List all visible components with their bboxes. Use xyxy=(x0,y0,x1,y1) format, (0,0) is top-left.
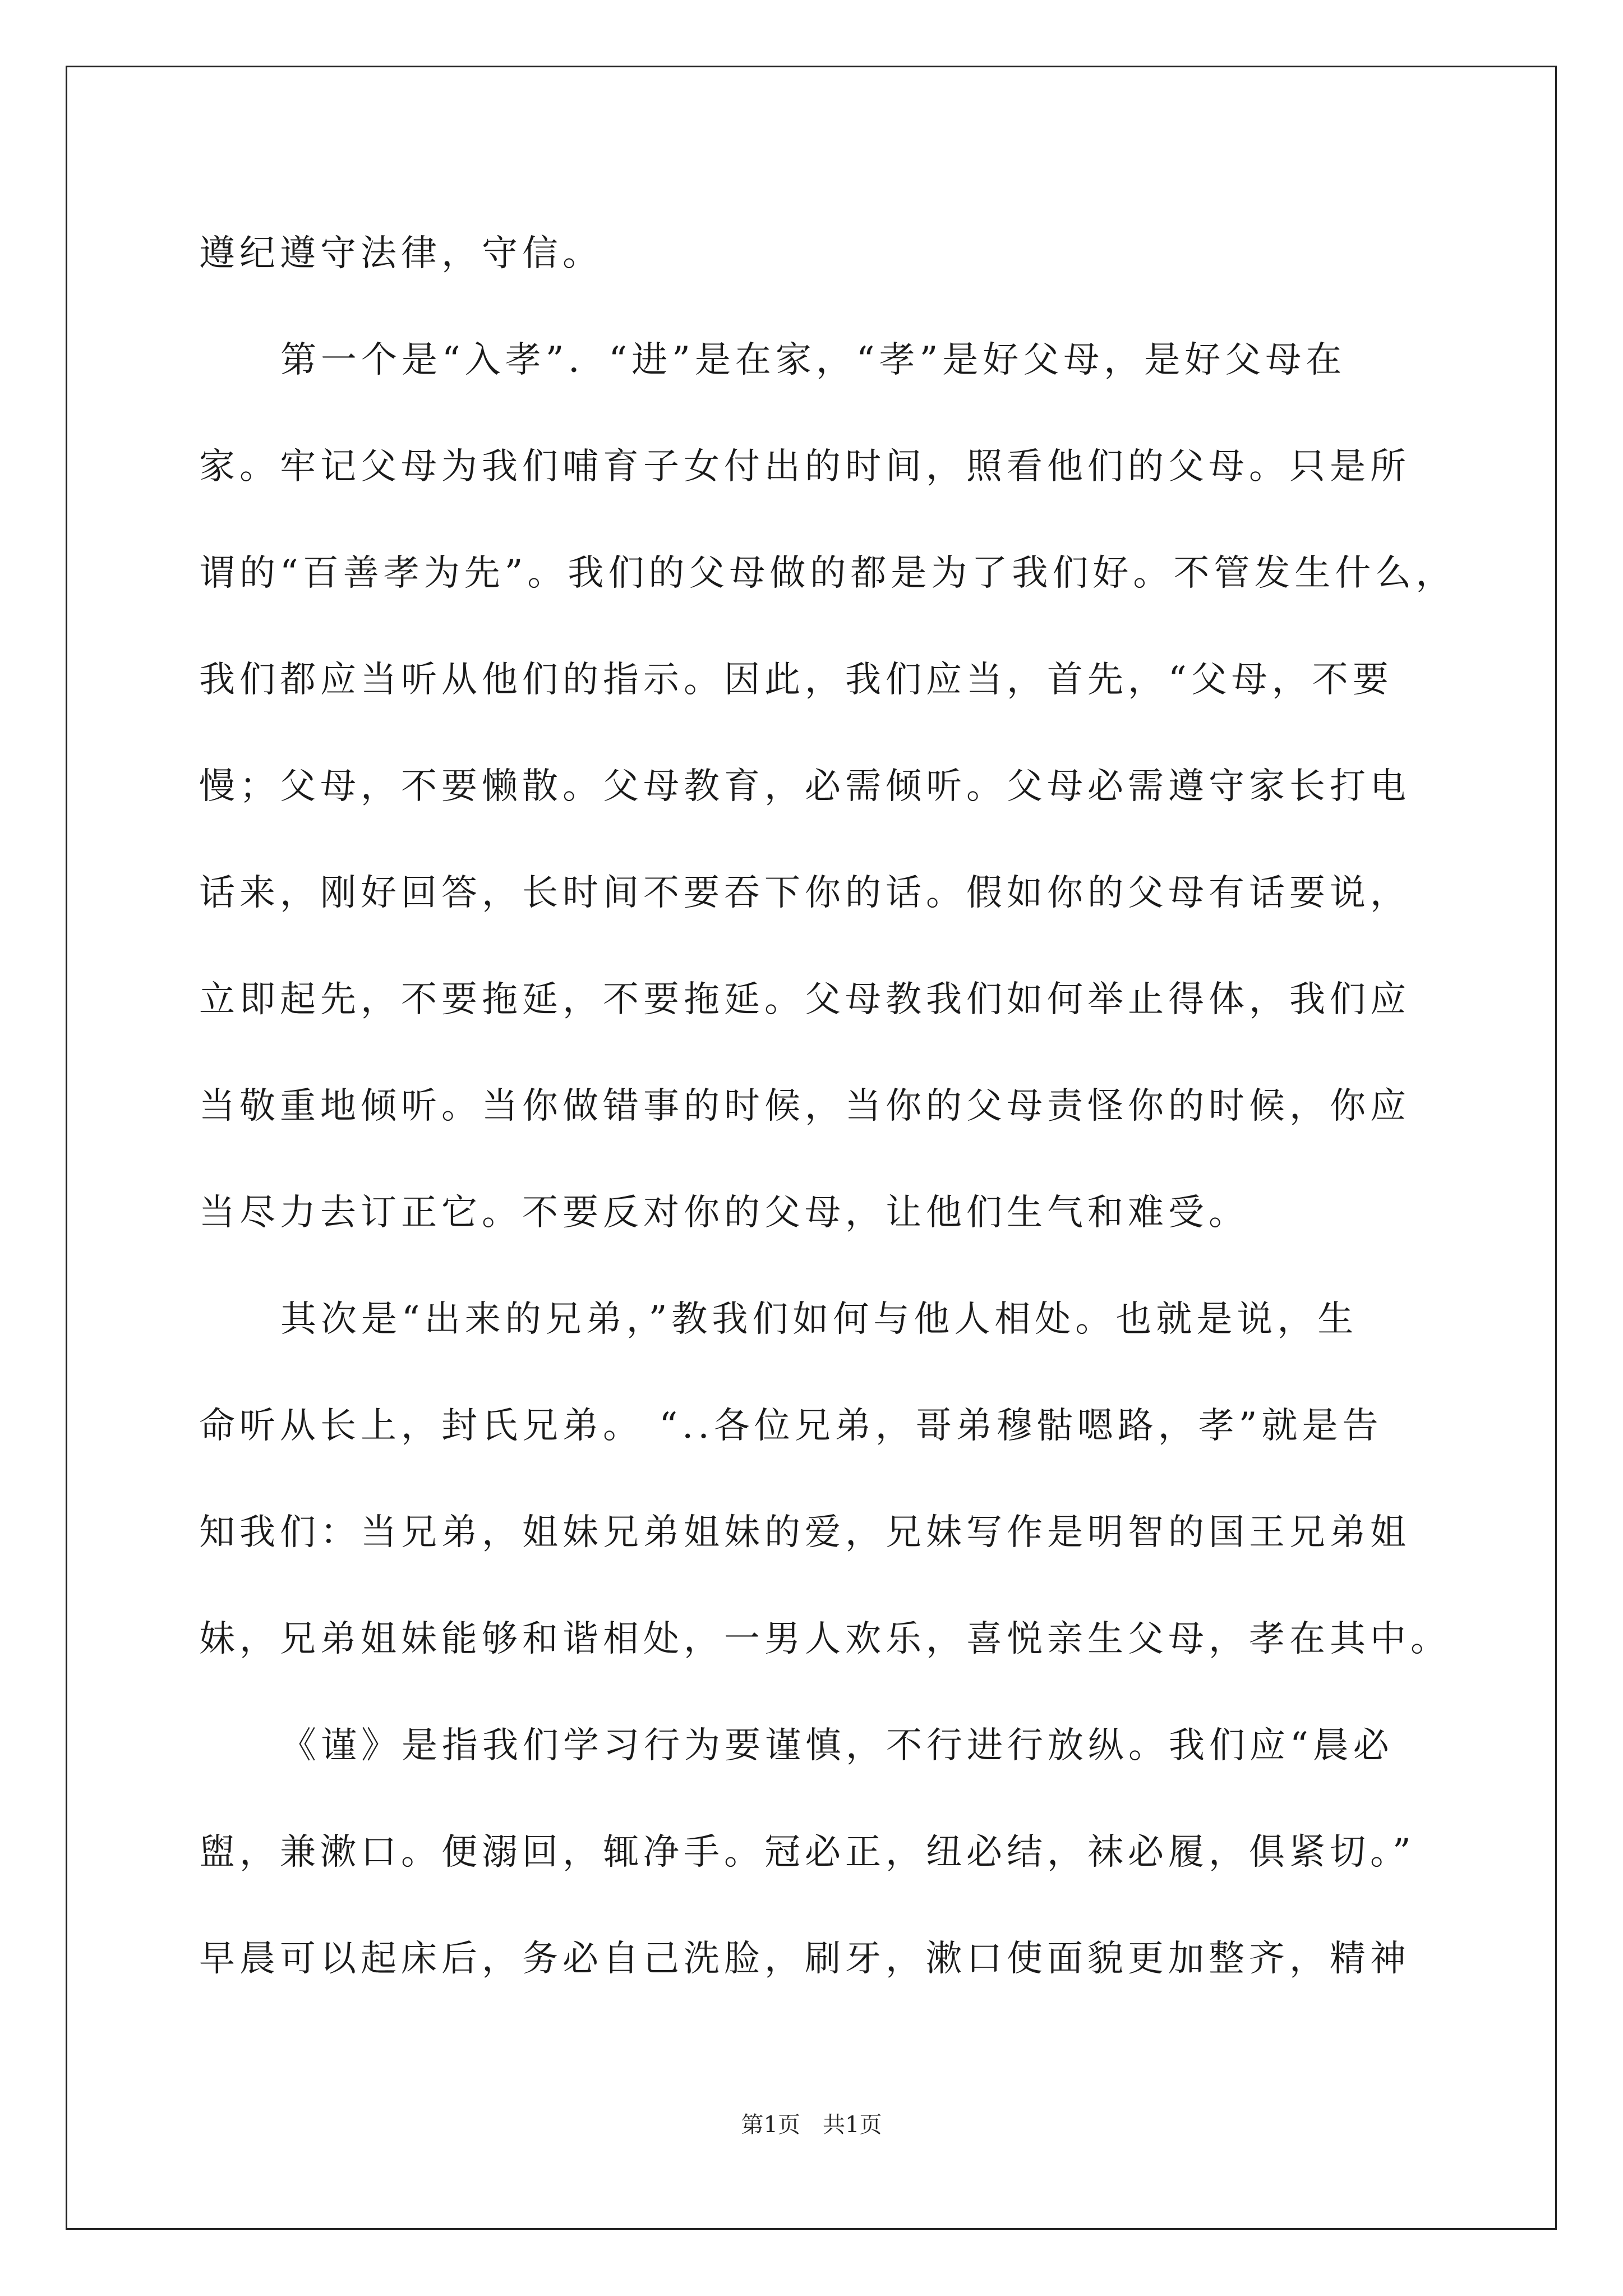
text-line-1: 遵纪遵守法律，守信。 xyxy=(199,233,603,274)
page-number-footer: 第1页 共1页 xyxy=(741,2112,882,2138)
text-line-9: 当敬重地倾听。当你做错事的时候，当你的父母责怪你的时候，你应 xyxy=(199,1085,1410,1127)
text-line-15: 《谨》是指我们学习行为要谨慎，不行进行放纵。我们应“晨必 xyxy=(280,1725,1394,1766)
text-line-8: 立即起先，不要拖延，不要拖延。父母教我们如何举止得体，我们应 xyxy=(199,979,1410,1020)
text-line-5: 我们都应当听从他们的指示。因此，我们应当，首先，“父母，不要 xyxy=(199,659,1393,701)
text-line-11: 其次是“出来的兄弟，”教我们如何与他人相处。也就是说，生 xyxy=(280,1299,1358,1340)
text-line-16: 盥，兼漱口。便溺回，辄净手。冠必正，纽必结，袜必履，俱紧切。” xyxy=(199,1832,1415,1873)
text-line-6: 慢；父母，不要懒散。父母教育，必需倾听。父母必需遵守家长打电 xyxy=(199,766,1410,807)
text-line-13: 知我们：当兄弟，姐妹兄弟姐妹的爱，兄妹写作是明智的国王兄弟姐 xyxy=(199,1512,1410,1553)
text-line-12: 命听从长上，封氏兄弟。 “..各位兄弟，哥弟穆骷嗯路，孝”就是告 xyxy=(199,1405,1383,1447)
text-line-3: 家。牢记父母为我们哺育子女付出的时间，照看他们的父母。只是所 xyxy=(199,446,1410,487)
text-line-17: 早晨可以起床后，务必自己洗脸，刷牙，漱口使面貌更加整齐，精神 xyxy=(199,1938,1410,1980)
page-border xyxy=(66,66,1557,2230)
text-line-10: 当尽力去订正它。不要反对你的父母，让他们生气和难受。 xyxy=(199,1192,1249,1234)
text-line-2: 第一个是“入孝”．“进”是在家，“孝”是好父母，是好父母在 xyxy=(280,339,1347,381)
text-line-4: 谓的“百善孝为先”。我们的父母做的都是为了我们好。不管发生什么， xyxy=(199,553,1456,594)
text-line-14: 妹，兄弟姐妹能够和谐相处，一男人欢乐，喜悦亲生父母，孝在其中。 xyxy=(199,1618,1451,1660)
text-line-7: 话来，刚好回答，长时间不要吞下你的话。假如你的父母有话要说， xyxy=(199,872,1410,914)
